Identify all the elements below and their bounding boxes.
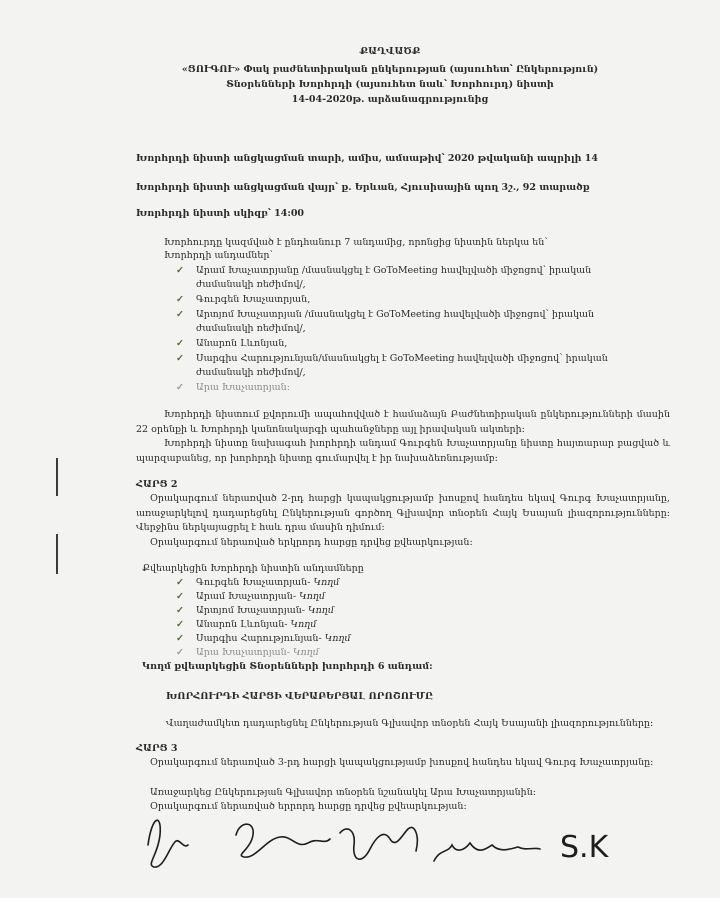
members-label: Խորհրդի անդամներ՝ — [164, 250, 273, 261]
list-item: ✓ Արտյոմ Խաչատրյան /մասնակցել է GoToMeeting հավելվածի միջոցով՝ իրական — [176, 309, 595, 320]
check-icon: ✓ — [176, 294, 184, 305]
check-icon: ✓ — [176, 265, 184, 276]
initials-signature: S.K — [560, 830, 609, 865]
signature — [236, 824, 330, 857]
list-item-cont: ժամանակի ռեժիմով/, — [196, 323, 306, 334]
check-icon: ✓ — [176, 382, 184, 393]
list-item-cont: ժամանակի ռեժիմով/, — [196, 279, 306, 290]
check-icon: ✓ — [176, 309, 184, 320]
decision-title: ԽՈՐՀՈՒՐԴԻ ՀԱՐՑԻ ՎԵՐԱԲԵՐՅԱԼ ՈՐՈՇՈՒՄԸ — [166, 691, 433, 702]
list-item: ✓ Արա Խաչատրյան: — [176, 382, 290, 393]
item3-vote-intro: Օրակարգում ներառված երրորդ հարցը դրվեց քվեարկության: — [150, 801, 467, 812]
meeting-place: Խորհրդի նիստի անցկացման վայր՝ ք. Երևան, Հյուսիսային պող 3շ., 92 տարածք — [136, 182, 590, 193]
check-icon: ✓ — [176, 591, 184, 602]
item2-title: ՀԱՐՑ 2 — [136, 479, 178, 490]
list-item: ✓ Արամ Խաչատրյանը /մասնակցել է GoToMeeting հավելվածի միջոցով՝ իրական — [176, 265, 592, 276]
vote-row: ✓ Գուրգեն Խաչատրյան- Կողմ — [176, 577, 340, 588]
board-line: Տնօրենների Խորհրդի (այսուհետ նաև՝ Խորհուրդ) նիստի — [226, 79, 554, 90]
decision-text: Վաղաժամկետ դադարեցնել Ընկերության Գլխավոր տնօրեն Հայկ Եսայանի լիազորությունները: — [166, 718, 654, 729]
meeting-date: Խորհրդի նիստի անցկացման տարի, ամիս, ամսաթիվ՝ 2020 թվականի ապրիլի 14 — [136, 153, 599, 164]
signature — [148, 820, 188, 867]
list-item: ✓ Սարգիս Հարությունյան/մասնակցել է GoToMeeting հավելվածի միջոցով՝ իրական — [176, 353, 608, 364]
date-line: 14-04-2020թ. արձանագրությունից — [291, 94, 489, 105]
vote-row: ✓ Արտյոմ Խաչատրյան- Կողմ — [176, 605, 334, 616]
composition-intro: Խորհուրդը կազմված է ընդհանուր 7 անդամից, որոնցից նիստին ներկա են՝ — [164, 237, 548, 248]
signature — [340, 827, 417, 859]
item2-vote-intro: Օրակարգում ներառված երկրորդ հարցը դրվեց քվեարկության: — [150, 537, 473, 548]
item3-text2: Առաջարկեց Ընկերության Գլխավոր տնօրեն նշանակել Արա Խաչատրյանին: — [150, 787, 536, 798]
item3-text: Օրակարգում ներառված 3-րդ հարցի կապակցությամբ խոսքով հանդես եկավ Գուրգ Խաչատրյանը: — [150, 757, 654, 768]
meeting-time: Խորհրդի նիստի սկիզբ՝ 14:00 — [136, 208, 305, 219]
list-item: ✓ Գուրգեն Խաչատրյան, — [176, 294, 311, 305]
document-title: ՔԱՂՎԱԾՔ — [359, 46, 421, 57]
list-item-cont: ժամանակի ռեժիմով/, — [196, 367, 306, 378]
signatures-area — [140, 805, 680, 885]
item3-title: ՀԱՐՑ 3 — [136, 743, 178, 754]
check-icon: ✓ — [176, 605, 184, 616]
margin-mark — [56, 458, 58, 496]
check-icon: ✓ — [176, 633, 184, 644]
list-item: ✓ Անարոն Լևոնյան, — [176, 338, 288, 349]
vote-row: ✓ Սարգիս Հարությունյան- Կողմ — [176, 633, 351, 644]
vote-label: Քվեարկեցին Խորհրդի նիստին անդամները — [142, 563, 364, 574]
vote-result: Կողմ քվեարկեցին Տնօրենների խորհրդի 6 անդամ: — [142, 661, 433, 672]
check-icon: ✓ — [176, 647, 184, 658]
vote-row: ✓ Արա Խաչատրյան- Կողմ — [176, 647, 319, 658]
vote-row: ✓ Անարոն Լևոնյան- Կողմ — [176, 619, 317, 630]
check-icon: ✓ — [176, 577, 184, 588]
signature — [434, 843, 540, 861]
margin-mark — [56, 534, 58, 574]
company-line: «ՑՈՒԳՈՒ» Փակ բաժնետիրական ընկերության (այսուհետ՝ Ընկերություն) — [181, 64, 599, 75]
item2-text: Օրակարգում ներառված 2-րդ հարցի կապակցությամբ խոսքով հանդես եկավ Գուրգ Խաչատրյանը, առաջարկելով դադարեցնել Ընկերության գործող Գլխավոր տնօրեն Հայկ Եսայան լիազորությունները: Վերջինս ներկայացրել է հաև դրա մասին դիմում: — [136, 493, 670, 533]
quorum-paragraph: Խորհրդի նիստում քվորումի ապահովված է համաձայն Բաժնետիրական ընկերությունների մասին 22 օրենքի և Խորհրդի կանոնակարգի պահանջները այլ իրավական ակտերի: — [136, 409, 670, 435]
chair-paragraph: Խորհրդի նիստը նախագահ խորհրդի անդամ Գուրգեն Խաչատրյանը նիստը հայտարար բացված և պարզաբանեց, որ խորհրդի նիստը գումարվել է իր նախաձեռնությամբ: — [136, 438, 670, 464]
check-icon: ✓ — [176, 619, 184, 630]
vote-row: ✓ Արամ Խաչատրյան- Կողմ — [176, 591, 326, 602]
check-icon: ✓ — [176, 338, 184, 349]
check-icon: ✓ — [176, 353, 184, 364]
